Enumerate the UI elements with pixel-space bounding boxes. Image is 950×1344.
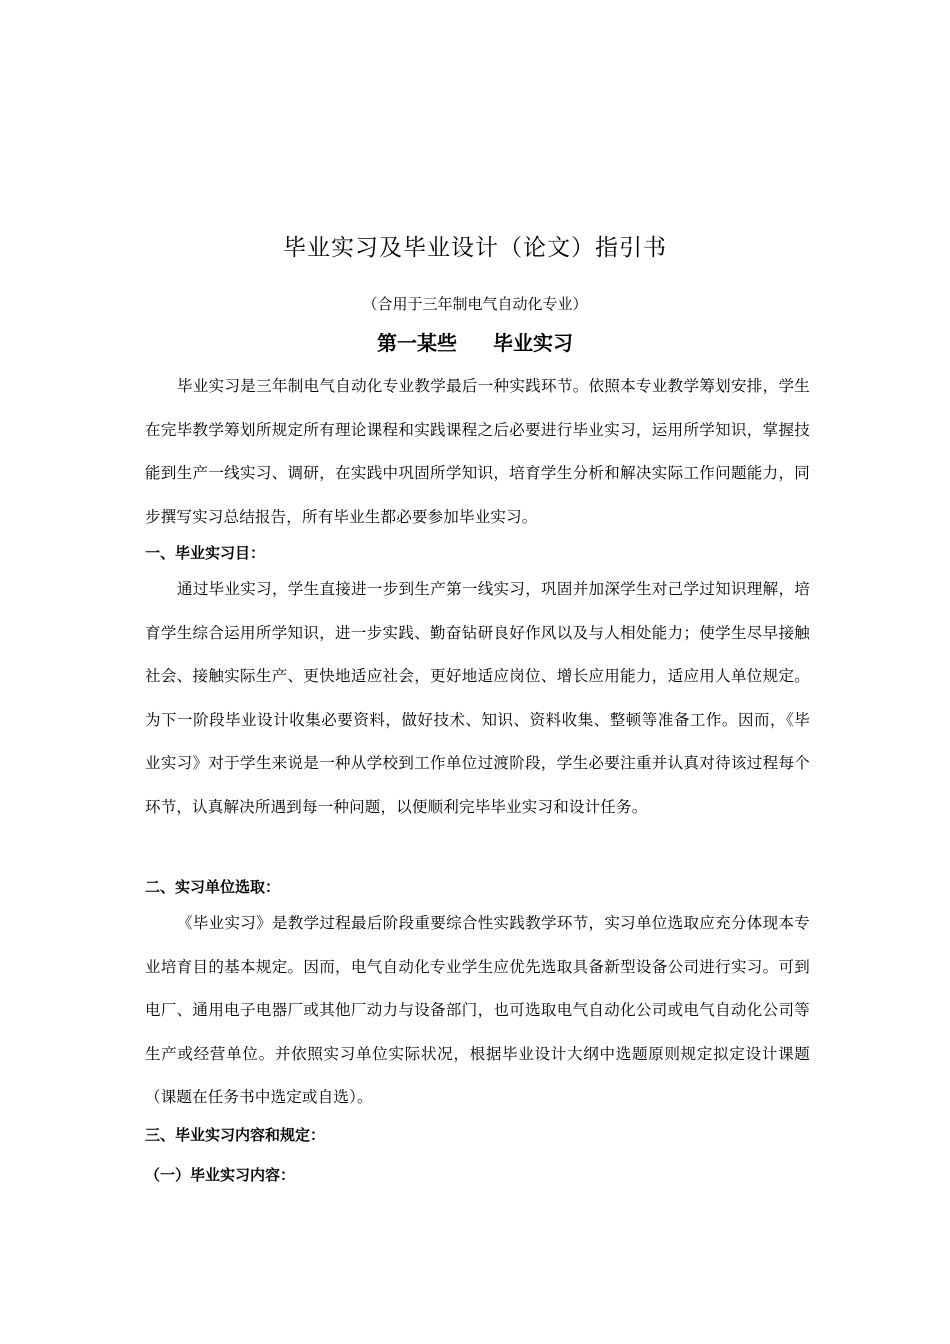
section-heading-content-requirements: 三、毕业实习内容和规定： [145,1126,326,1144]
part-number: 第一某些 [377,331,457,355]
section-paragraph-purpose: 通过毕业实习，学生直接进一步到生产第一线实习，巩固并加深学生对己学过知识理解，培育学生综合运用所学知识，进一步实践、勤奋钻研良好作风以及与人相处能力；使学生尽早接触社会、接触实际生产、更快地适应社会，更好地适应岗位、增长应用能力，适应用人单位规定。为下一阶段毕业设计收集必要资料，做好技术、知识、资料收集、整顿等准备工作。因而，《毕业实习》对于学生来说是一种从学校到工作单位过渡阶段，学生必要注重并认真对待该过程每个环节，认真解决所遇到每一种问题，以便顺利完毕毕业实习和设计任务。 [145,580,810,816]
intro-paragraph: 毕业实习是三年制电气自动化专业教学最后一种实践环节。依照本专业教学筹划安排，学生在完毕教学筹划所规定所有理论课程和实践课程之后必要进行毕业实习，运用所学知识，掌握技能到生产一线实习、调研，在实践中巩固所学知识，培育学生分析和解决实际工作问题能力，同步撰写实习总结报告，所有毕业生都必要参加毕业实习。 [145,377,810,526]
document-subtitle: （合用于三年制电气自动化专业） [362,295,588,313]
section-heading-unit-selection: 二、实习单位选取： [145,878,281,896]
section-heading-purpose: 一、毕业实习目： [145,544,266,562]
document-title: 毕业实习及毕业设计（论文）指引书 [283,235,667,261]
part-name: 毕业实习 [493,331,573,355]
part-heading [0,326,950,360]
section-paragraph-unit-selection: 《毕业实习》是教学过程最后阶段重要综合性实践教学环节，实习单位选取应充分体现本专业培育目的基本规定。因而，电气自动化专业学生应优先选取具备新型设备公司进行实习。可到电厂、通用电子电器厂或其他厂动力与设备部门，也可选取电气自动化公司或电气自动化公司等生产或经营单位。并依照实习单位实际状况，根据毕业设计大纲中选题原则规定拟定设计课题（课题在任务书中选定或自选）。 [145,914,810,1106]
subsection-heading-content: （一）毕业实习内容： [145,1166,296,1184]
